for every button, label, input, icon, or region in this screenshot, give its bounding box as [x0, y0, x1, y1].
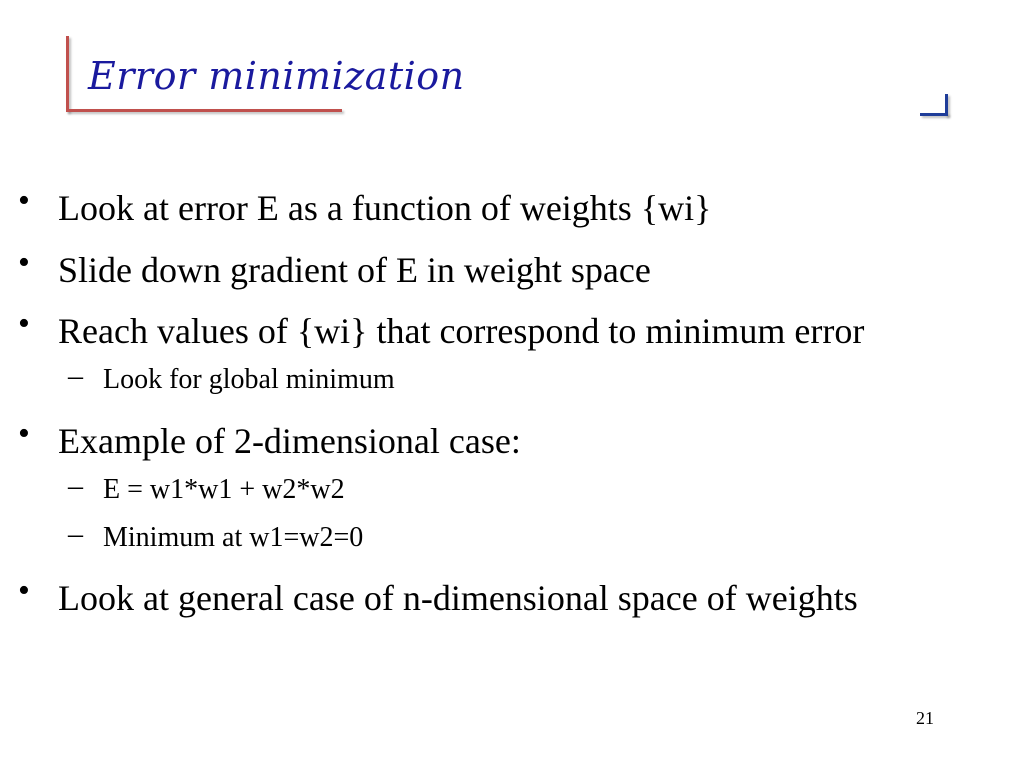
corner-bracket-right-horizontal	[920, 113, 948, 116]
bullet-icon: •	[18, 305, 30, 342]
dash-icon: –	[68, 469, 83, 502]
title-bracket-left-vertical	[66, 36, 69, 112]
page-number: 21	[916, 708, 934, 728]
sub-bullet-item: Minimum at w1=w2=0	[103, 522, 364, 553]
bullet-item: Slide down gradient of E in weight space	[58, 250, 651, 290]
sub-bullet-item: E = w1*w1 + w2*w2	[103, 474, 345, 505]
dash-icon: –	[68, 359, 83, 392]
bullet-item: Look at error E as a function of weights {wi}	[58, 188, 712, 228]
bullet-icon: •	[18, 572, 30, 609]
bullet-item: Look at general case of n-dimensional space of weights	[58, 578, 858, 618]
bullet-icon: •	[18, 415, 30, 452]
slide-title: Error minimization	[88, 54, 465, 98]
dash-icon: –	[68, 517, 83, 550]
sub-bullet-item: Look for global minimum	[103, 364, 395, 395]
title-bracket-left-horizontal	[66, 109, 342, 112]
bullet-item: Example of 2-dimensional case:	[58, 421, 521, 461]
bullet-item: Reach values of {wi} that correspond to minimum error	[58, 311, 865, 351]
bullet-icon: •	[18, 182, 30, 219]
bullet-icon: •	[18, 244, 30, 281]
